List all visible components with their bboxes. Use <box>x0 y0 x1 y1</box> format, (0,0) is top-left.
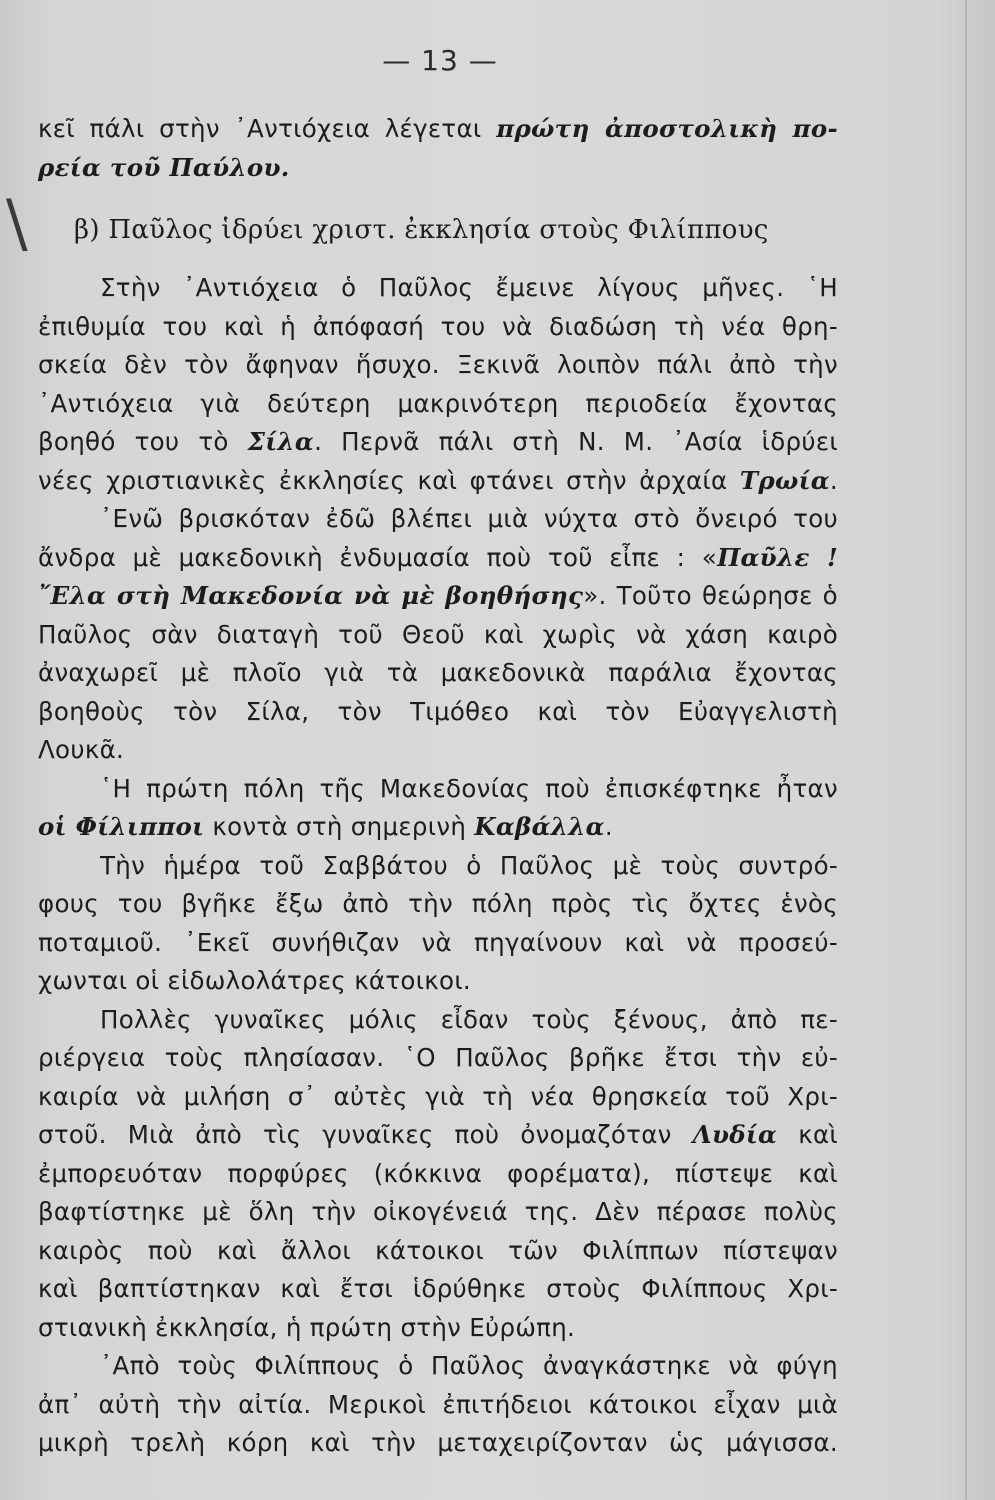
intro-paragraph <box>38 110 838 187</box>
emphasized-text: ῎Ελα στὴ Μακεδονία νὰ μὲ βοηθήσης <box>38 581 584 610</box>
text-run: Στὴν ᾿Αντιόχεια ὁ Παῦλος ἔμεινε λίγους μῆνες. ῾Η <box>100 273 838 302</box>
text-run: ἐμπορευόταν πορφύρες (κόκκινα φορέματα), πίστεψε καὶ <box>38 1158 838 1188</box>
text-line <box>38 423 838 462</box>
text-line <box>38 346 838 385</box>
text-line <box>38 1155 838 1194</box>
text-line <box>38 1116 838 1155</box>
text-run: καιρὸς ποὺ καὶ ἄλλοι κάτοικοι τῶν Φιλίππων πίστεψαν <box>38 1235 838 1265</box>
text-run: Παῦλος σὰν διαταγὴ τοῦ Θεοῦ καὶ χωρὶς νὰ χάση καιρὸ <box>38 619 838 649</box>
text-run: ριέργεια τοὺς πλησίασαν. ῾Ο Παῦλος βρῆκε ἔτσι τὴν εὐ- <box>38 1043 838 1072</box>
text-line <box>38 693 838 732</box>
text-run: Λουκᾶ. <box>38 735 125 764</box>
text-line <box>38 770 838 809</box>
text-run: κοντὰ στὴ σημερινὴ <box>204 812 475 841</box>
text-run: . <box>829 465 838 495</box>
text-run: Πολλὲς γυναῖκες μόλις εἶδαν τοὺς ξένους, ἀπὸ πε- <box>100 1004 838 1034</box>
text-run: καὶ βαπτίστηκαν καὶ ἔτσι ἱδρύθηκε στοὺς Φιλίππους Χρι- <box>38 1274 838 1303</box>
page-edge <box>965 0 967 1500</box>
text-run: βοηθοὺς τὸν Σίλα, τὸν Τιμόθεο καὶ τὸν Εὐαγγελιστὴ <box>38 696 838 726</box>
text-line <box>38 962 838 1001</box>
text-line <box>38 577 838 616</box>
text-run: ᾿Αντιόχεια γιὰ δεύτερη μακρινότερη περιοδεία ἔχοντας <box>38 388 838 418</box>
text-run: καιρία νὰ μιλήση σ᾿ αὐτὲς γιὰ τὴ νέα θρησκεία τοῦ Χρι- <box>38 1081 838 1111</box>
emphasized-text: οἱ Φίλιπποι <box>38 812 205 841</box>
text-run: ἀπ᾿ αὐτὴ τὴν αἰτία. Μερικοὶ ἐπιτήδειοι κάτοικοι εἶχαν μιὰ <box>38 1389 838 1419</box>
text-run: χωνται οἱ εἰδωλολάτρες κάτοικοι. <box>38 966 472 995</box>
text-run: . <box>604 812 613 841</box>
text-run: ῾Η πρώτη πόλη τῆς Μακεδονίας ποὺ ἐπισκέφτηκε ἦταν <box>100 773 838 803</box>
text-line <box>38 1270 838 1309</box>
emphasized-text: Σίλα <box>247 427 315 456</box>
text-line <box>38 654 838 693</box>
text-run: ». Τοῦτο θεώρησε ὁ <box>583 581 838 610</box>
text-run: ᾿Απὸ τοὺς Φιλίππους ὁ Παῦλος ἀναγκάστηκε νὰ φύγη <box>100 1351 838 1380</box>
emphasized-text: πρώτη ἀποστολικὴ πο- <box>496 114 838 143</box>
text-line <box>38 1078 838 1117</box>
text-run: ποταμιοῦ. ᾿Εκεῖ συνήθιζαν νὰ πηγαίνουν καὶ νὰ προσεύ- <box>38 927 838 957</box>
text-run: κεῖ πάλι στὴν ᾿Αντιόχεια λέγεται <box>38 114 497 143</box>
margin-pencil-mark: \ <box>6 187 28 261</box>
body-text <box>38 269 838 1463</box>
text-run: στιανικὴ ἐκκλησία, ἡ πρώτη στὴν Εὐρώπη. <box>38 1312 576 1342</box>
text-line <box>38 149 838 188</box>
emphasized-text: Παῦλε ! <box>717 542 839 572</box>
text-run: φους του βγῆκε ἔξω ἀπὸ τὴν πόλη πρὸς τὶς ὄχτες ἑνὸς <box>38 889 838 918</box>
text-line <box>38 1039 838 1078</box>
text-line <box>38 1193 838 1232</box>
text-line <box>38 269 838 308</box>
page-text <box>38 110 838 1463</box>
text-line <box>38 1347 838 1386</box>
text-line <box>38 385 838 424</box>
emphasized-text: Λυδία <box>692 1120 778 1149</box>
text-line <box>38 1001 838 1040</box>
text-run: ἄνδρα μὲ μακεδονικὴ ἐνδυμασία ποὺ τοῦ εἶπε : « <box>38 542 718 572</box>
text-line <box>38 616 838 655</box>
text-run: ἐπιθυμία του καὶ ἡ ἀπόφασή του νὰ διαδώση τὴ νέα θρη- <box>38 311 838 341</box>
text-run: μικρὴ τρελὴ κόρη καὶ τὴν μεταχειρίζονταν ὡς μάγισσα. <box>38 1428 838 1457</box>
text-line <box>38 885 838 924</box>
page-number: — 13 — <box>382 44 498 77</box>
text-run: καὶ <box>777 1120 838 1149</box>
text-line <box>38 847 838 886</box>
text-run: βοηθό του τὸ <box>38 427 248 456</box>
emphasized-text: Τρωία <box>739 465 830 495</box>
text-line <box>38 1386 838 1425</box>
text-line <box>38 308 838 347</box>
text-run: νέες χριστιανικὲς ἐκκλησίες καὶ φτάνει στὴν ἀρχαία <box>38 465 740 495</box>
text-line <box>38 462 838 501</box>
text-line <box>38 1424 838 1463</box>
text-line <box>38 110 838 149</box>
text-run: . Περνᾶ πάλι στὴ Ν. Μ. ᾿Ασία ἱδρύει <box>314 427 838 456</box>
text-line <box>38 500 838 539</box>
text-run: στοῦ. Μιὰ ἀπὸ τὶς γυναῖκες ποὺ ὀνομαζόταν <box>38 1120 693 1149</box>
emphasized-text: ρεία τοῦ Παύλου. <box>38 152 290 182</box>
text-line <box>38 731 838 770</box>
text-run: ᾿Ενῶ βρισκόταν ἐδῶ βλέπει μιὰ νύχτα στὸ ὄνειρό του <box>100 504 838 533</box>
section-heading: β) Παῦλος ἱδρύει χριστ. ἐκκλησία στοὺς Φιλίππους <box>74 215 769 245</box>
text-line <box>38 539 838 578</box>
text-run: σκεία δὲν τὸν ἄφηναν ἥσυχο. Ξεκινᾶ λοιπὸν πάλι ἀπὸ τὴν <box>38 350 838 379</box>
text-line <box>38 1232 838 1271</box>
emphasized-text: Καβάλλα <box>474 812 605 841</box>
text-line <box>38 1309 838 1348</box>
text-line <box>38 924 838 963</box>
text-line <box>38 808 838 847</box>
text-run: Τὴν ἡμέρα τοῦ Σαββάτου ὁ Παῦλος μὲ τοὺς συντρό- <box>100 850 838 880</box>
text-run: βαφτίστηκε μὲ ὅλη τὴν οἰκογένειά της. Δὲν πέρασε πολὺς <box>38 1197 838 1226</box>
text-run: ἀναχωρεῖ μὲ πλοῖο γιὰ τὰ μακεδονικὰ παράλια ἔχοντας <box>38 658 838 687</box>
